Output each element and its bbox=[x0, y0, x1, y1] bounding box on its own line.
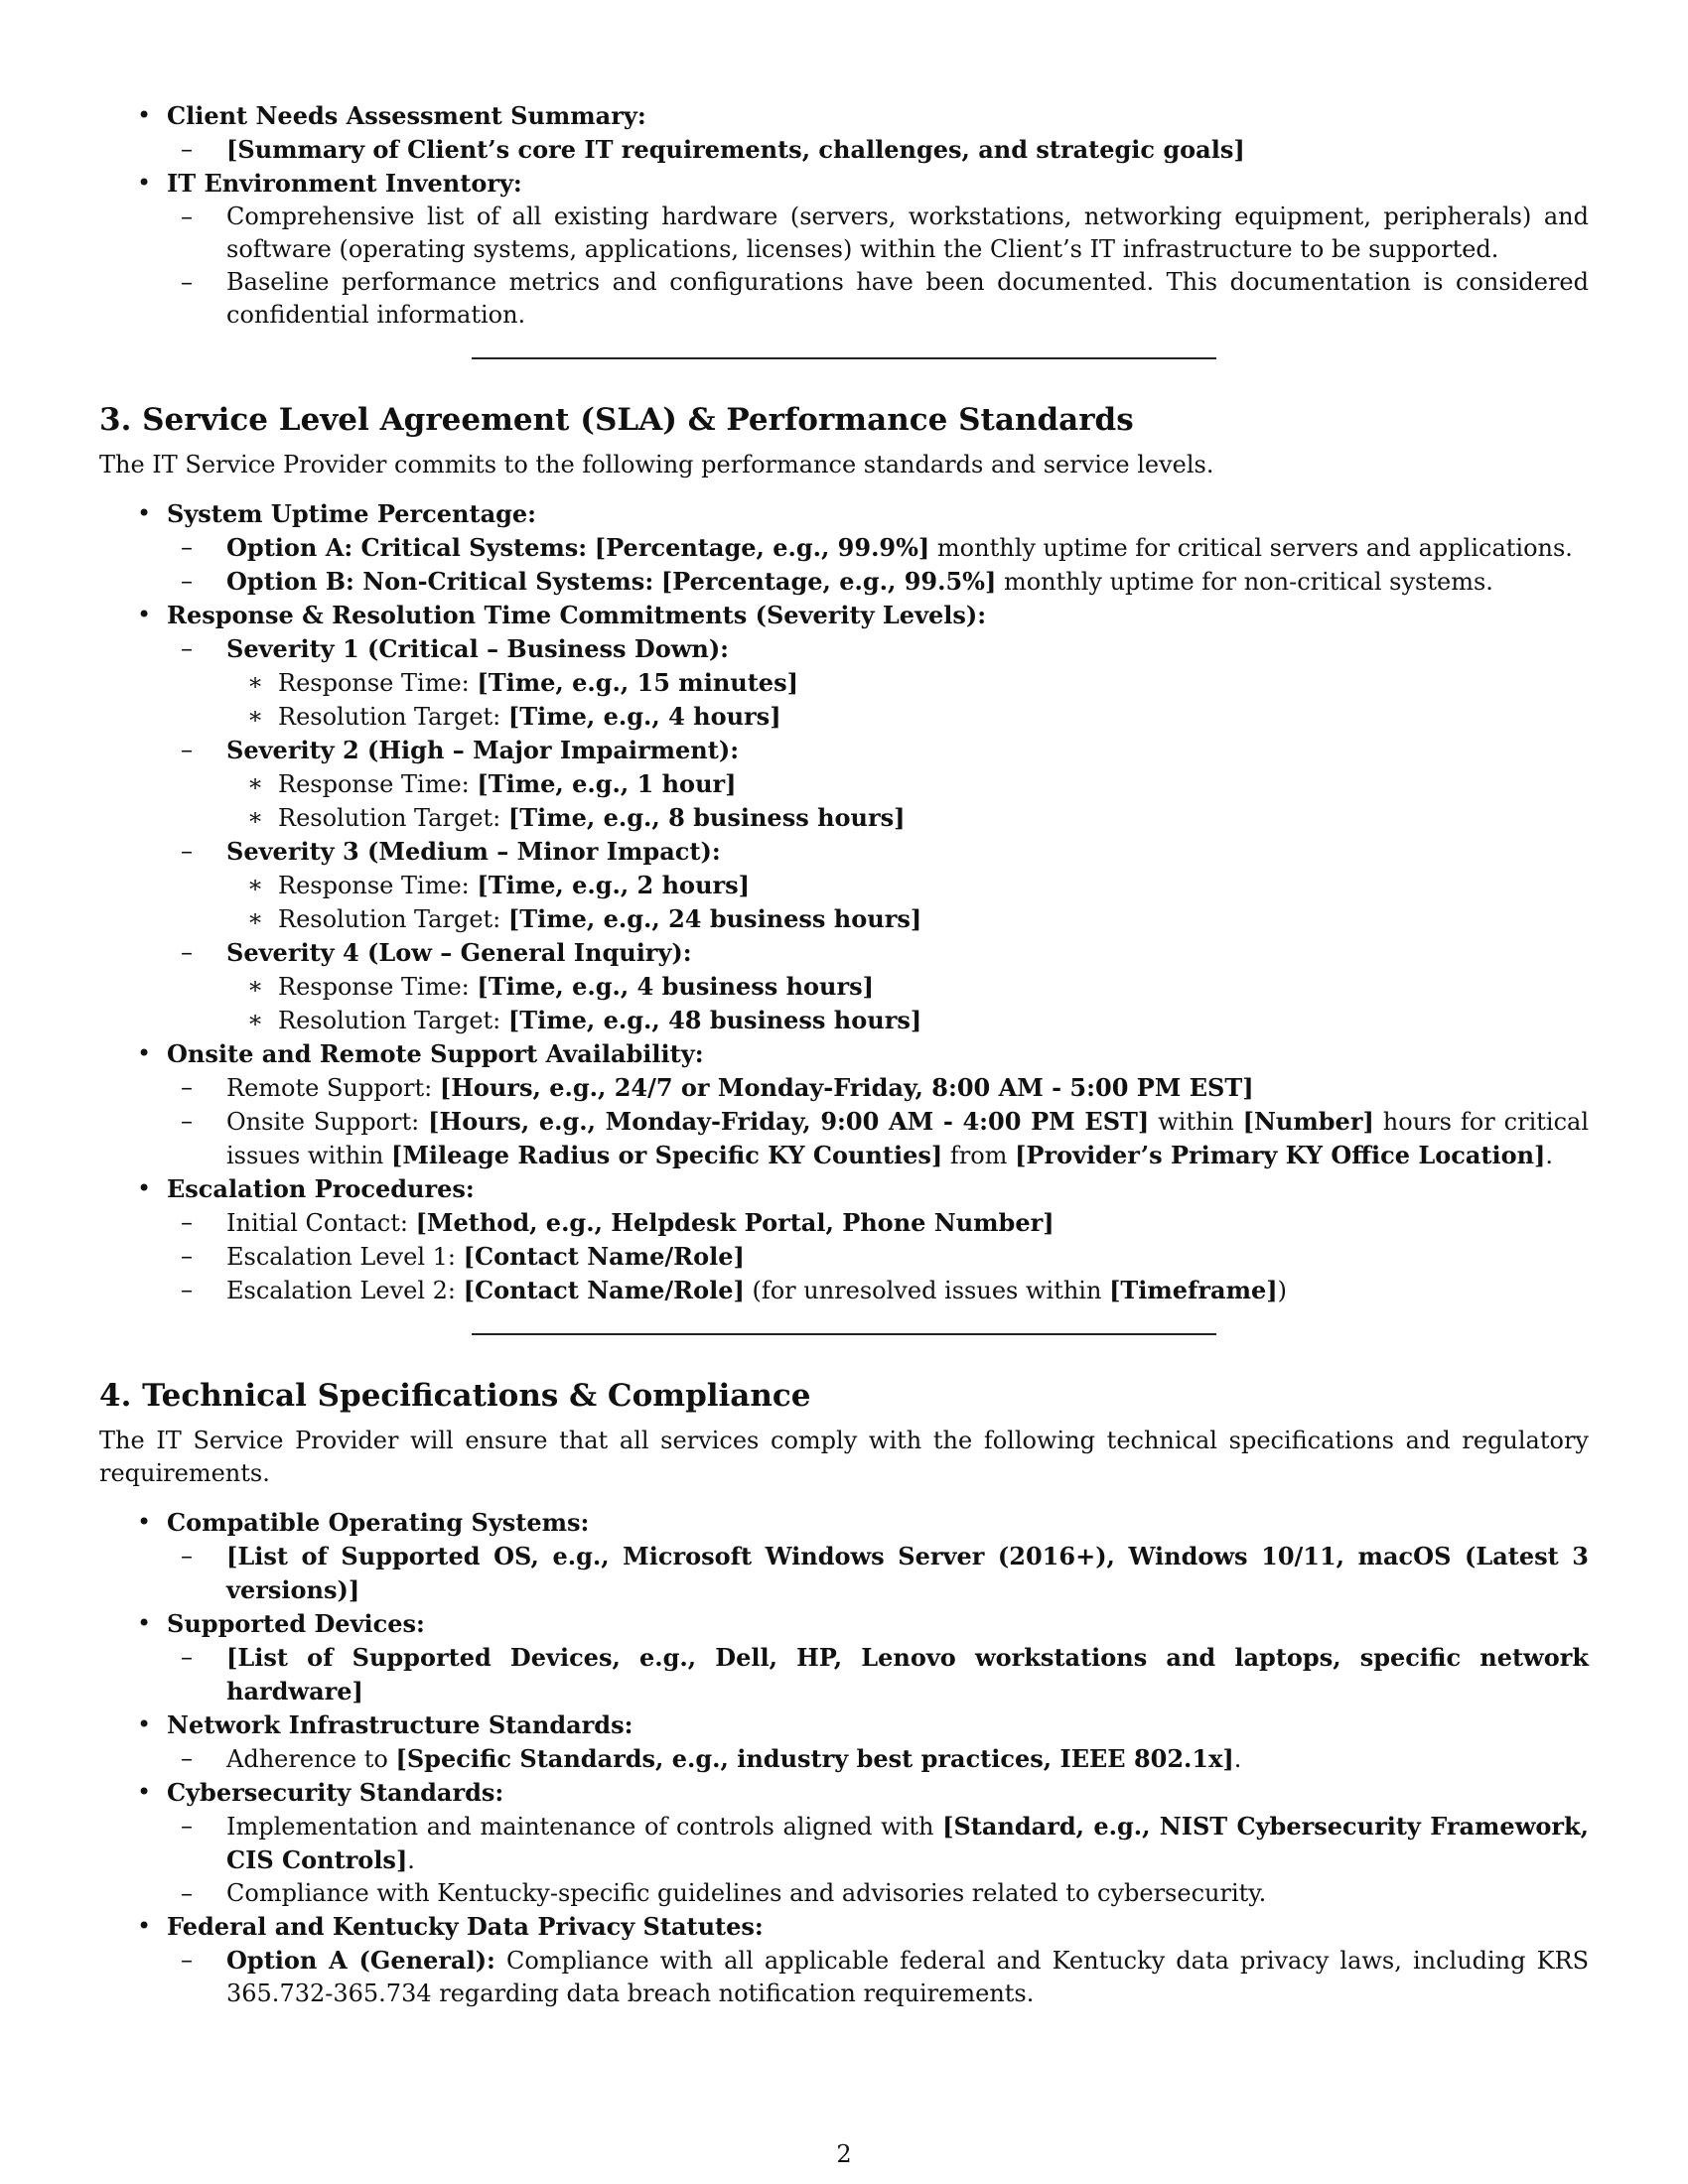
list-item bbox=[167, 1742, 1589, 1776]
item-prefix: Initial Contact: bbox=[226, 1209, 416, 1237]
section4-list bbox=[99, 1506, 1589, 2010]
placeholder-text: [Time, e.g., 15 minutes] bbox=[477, 668, 798, 697]
dash-icon: – bbox=[181, 1643, 193, 1671]
item-prefix: Implementation and maintenance of controls aligned with bbox=[226, 1813, 943, 1841]
item-label: Supported Devices: bbox=[167, 1609, 425, 1638]
item-prefix: Adherence to bbox=[226, 1745, 396, 1773]
item-label: IT Environment Inventory: bbox=[167, 169, 522, 198]
section-intro: The IT Service Provider will ensure that all services comply with the following technical specifications and regulatory requirements. bbox=[99, 1427, 1589, 1487]
asterisk-icon: ∗ bbox=[246, 1006, 264, 1033]
dash-icon: – bbox=[181, 1879, 193, 1907]
list-item bbox=[99, 1776, 1589, 1910]
bullet-icon: • bbox=[137, 601, 152, 628]
item-prefix: Response Time: bbox=[278, 770, 478, 798]
placeholder-text: [List of Supported OS, e.g., Microsoft Windows Server (2016+), Windows 10/11, macOS (Latest 3 versions)] bbox=[226, 1542, 1589, 1604]
list-item bbox=[99, 497, 1589, 599]
placeholder-text: [Time, e.g., 4 business hours] bbox=[477, 972, 874, 1001]
list-item bbox=[167, 734, 1589, 835]
item-prefix: Response Time: bbox=[278, 872, 478, 899]
list-item bbox=[167, 1641, 1589, 1708]
item-text: monthly uptime for non-critical systems. bbox=[996, 568, 1493, 596]
bullet-icon: • bbox=[137, 1174, 152, 1202]
dash-icon: – bbox=[181, 268, 193, 296]
bullet-icon: • bbox=[137, 1710, 152, 1738]
placeholder-text: [Timeframe] bbox=[1109, 1276, 1278, 1304]
placeholder-text: [Summary of Client’s core IT requirements, challenges, and strategic goals] bbox=[226, 135, 1245, 164]
placeholder-text: [Provider’s Primary KY Office Location] bbox=[1015, 1141, 1546, 1169]
list-item bbox=[226, 700, 1589, 734]
dash-icon: – bbox=[181, 135, 193, 163]
asterisk-icon: ∗ bbox=[246, 702, 264, 730]
placeholder-text: [Time, e.g., 8 business hours] bbox=[507, 803, 906, 832]
bullet-icon: • bbox=[137, 169, 152, 197]
placeholder-text: [Time, e.g., 1 hour] bbox=[477, 769, 737, 798]
list-item bbox=[99, 1607, 1589, 1708]
list-item bbox=[167, 133, 1589, 167]
item-label: Escalation Procedures: bbox=[167, 1174, 475, 1203]
section2-list bbox=[99, 99, 1589, 332]
placeholder-text: [Specific Standards, e.g., industry best practices, IEEE 802.1x] bbox=[395, 1744, 1234, 1773]
list-item bbox=[226, 1004, 1589, 1037]
placeholder-text: [Hours, e.g., 24/7 or Monday-Friday, 8:00 AM - 5:00 PM EST] bbox=[439, 1073, 1254, 1102]
list-item bbox=[167, 1206, 1589, 1240]
asterisk-icon: ∗ bbox=[246, 904, 264, 932]
placeholder-text: [Time, e.g., 2 hours] bbox=[477, 871, 751, 899]
dash-icon: – bbox=[181, 1208, 193, 1236]
placeholder-text: [Time, e.g., 24 business hours] bbox=[507, 904, 922, 933]
option-label: Option A (General): bbox=[226, 1946, 495, 1975]
dash-icon: – bbox=[181, 1946, 193, 1974]
item-prefix: Escalation Level 1: bbox=[226, 1243, 464, 1271]
list-item bbox=[226, 801, 1589, 835]
list-item bbox=[167, 1540, 1589, 1607]
page-number: 2 bbox=[836, 2140, 852, 2168]
bullet-icon: • bbox=[137, 1508, 152, 1536]
bullet-icon: • bbox=[137, 1778, 152, 1806]
section-title: 3. Service Level Agreement (SLA) & Performance Standards bbox=[99, 402, 1134, 438]
dash-icon: – bbox=[181, 567, 193, 595]
dash-icon: – bbox=[181, 736, 193, 763]
list-item bbox=[167, 632, 1589, 734]
placeholder-text: [Time, e.g., 48 business hours] bbox=[507, 1006, 922, 1034]
dash-icon: – bbox=[181, 1242, 193, 1270]
dash-icon: – bbox=[181, 1542, 193, 1570]
item-text: monthly uptime for critical servers and applications. bbox=[929, 534, 1573, 562]
list-item bbox=[167, 1877, 1589, 1910]
list-item bbox=[99, 167, 1589, 332]
item-label: Client Needs Assessment Summary: bbox=[167, 101, 646, 130]
list-item bbox=[167, 1810, 1589, 1877]
list-item bbox=[226, 902, 1589, 936]
list-item bbox=[99, 1172, 1589, 1307]
item-prefix: Resolution Target: bbox=[278, 1007, 508, 1034]
item-label: Federal and Kentucky Data Privacy Statutes: bbox=[167, 1912, 764, 1941]
document-page bbox=[99, 99, 1589, 2010]
dash-icon: – bbox=[181, 1276, 193, 1303]
dash-icon: – bbox=[181, 837, 193, 865]
bullet-icon: • bbox=[137, 499, 152, 527]
item-text: (for unresolved issues within bbox=[744, 1277, 1110, 1304]
severity-label: Severity 2 (High – Major Impairment): bbox=[226, 736, 740, 764]
bullet-icon: • bbox=[137, 1912, 152, 1940]
item-prefix: Onsite Support: bbox=[226, 1108, 429, 1136]
placeholder-text: [Method, e.g., Helpdesk Portal, Phone Number] bbox=[415, 1208, 1055, 1237]
placeholder-text: [Time, e.g., 4 hours] bbox=[507, 702, 781, 731]
dash-icon: – bbox=[181, 1073, 193, 1101]
dash-icon: – bbox=[181, 938, 193, 966]
list-item bbox=[99, 599, 1589, 1037]
list-item bbox=[167, 835, 1589, 936]
item-text: ) bbox=[1277, 1277, 1287, 1304]
item-text: from bbox=[942, 1142, 1016, 1169]
bullet-icon: • bbox=[137, 1039, 152, 1067]
list-item bbox=[167, 1240, 1589, 1274]
item-prefix: Response Time: bbox=[278, 973, 478, 1001]
option-label: Option A: Critical Systems: bbox=[226, 533, 588, 562]
item-label: Network Infrastructure Standards: bbox=[167, 1710, 633, 1739]
item-label: System Uptime Percentage: bbox=[167, 499, 537, 528]
item-text: . bbox=[1545, 1142, 1554, 1169]
severity-label: Severity 4 (Low – General Inquiry): bbox=[226, 938, 692, 967]
placeholder-text: [List of Supported Devices, e.g., Dell, HP, Lenovo workstations and laptops, specific network hardware] bbox=[226, 1643, 1589, 1706]
placeholder-text: [Contact Name/Role] bbox=[463, 1276, 745, 1304]
section-title: 4. Technical Specifications & Compliance bbox=[99, 1378, 811, 1414]
severity-label: Severity 1 (Critical – Business Down): bbox=[226, 634, 730, 663]
item-prefix: Resolution Target: bbox=[278, 804, 508, 832]
item-label: Cybersecurity Standards: bbox=[167, 1778, 504, 1807]
asterisk-icon: ∗ bbox=[246, 972, 264, 1000]
placeholder-text: [Mileage Radius or Specific KY Counties] bbox=[391, 1141, 943, 1169]
list-item bbox=[167, 936, 1589, 1037]
item-text: within bbox=[1149, 1108, 1243, 1136]
list-item bbox=[226, 666, 1589, 700]
list-item bbox=[226, 767, 1589, 801]
placeholder-text: [Percentage, e.g., 99.9%] bbox=[594, 533, 930, 562]
item-prefix: Remote Support: bbox=[226, 1074, 440, 1102]
dash-icon: – bbox=[181, 203, 193, 230]
dash-icon: – bbox=[181, 1107, 193, 1135]
list-item bbox=[226, 970, 1589, 1004]
item-text: Compliance with Kentucky-specific guidelines and advisories related to cybersecurity. bbox=[226, 1879, 1267, 1907]
list-item bbox=[99, 1708, 1589, 1776]
list-item bbox=[167, 201, 1589, 266]
placeholder-text: [Number] bbox=[1242, 1107, 1374, 1136]
item-label: Compatible Operating Systems: bbox=[167, 1508, 590, 1537]
list-item bbox=[99, 1037, 1589, 1172]
item-prefix: Resolution Target: bbox=[278, 905, 508, 933]
list-item bbox=[167, 531, 1589, 565]
list-item bbox=[167, 565, 1589, 599]
item-label: Onsite and Remote Support Availability: bbox=[167, 1039, 704, 1068]
item-text: hours for critical issues within bbox=[226, 1108, 1589, 1169]
section-intro: The IT Service Provider commits to the following performance standards and service levels. bbox=[99, 451, 1214, 478]
placeholder-text: [Standard, e.g., NIST Cybersecurity Framework, CIS Controls] bbox=[226, 1812, 1589, 1874]
list-item bbox=[99, 1910, 1589, 2010]
item-prefix: Resolution Target: bbox=[278, 703, 508, 731]
item-text: Comprehensive list of all existing hardware (servers, workstations, networking equipment, peripherals) and software (operating systems, applications, licenses) within the Client’s IT infrastructure to be supported. bbox=[226, 203, 1589, 263]
dash-icon: – bbox=[181, 1744, 193, 1772]
list-item bbox=[167, 1944, 1589, 2010]
asterisk-icon: ∗ bbox=[246, 871, 264, 898]
asterisk-icon: ∗ bbox=[246, 668, 264, 696]
asterisk-icon: ∗ bbox=[246, 803, 264, 831]
item-text: . bbox=[1233, 1745, 1242, 1773]
item-text: . bbox=[407, 1846, 415, 1874]
severity-label: Severity 3 (Medium – Minor Impact): bbox=[226, 837, 721, 866]
bullet-icon: • bbox=[137, 101, 152, 129]
bullet-icon: • bbox=[137, 1609, 152, 1637]
section3-list bbox=[99, 497, 1589, 1307]
list-item bbox=[167, 1274, 1589, 1307]
placeholder-text: [Hours, e.g., Monday-Friday, 9:00 AM - 4:00 PM EST] bbox=[428, 1107, 1150, 1136]
option-label: Option B: Non-Critical Systems: bbox=[226, 567, 654, 596]
item-prefix: Response Time: bbox=[278, 669, 478, 697]
list-item bbox=[167, 1105, 1589, 1172]
dash-icon: – bbox=[181, 1812, 193, 1840]
dash-icon: – bbox=[181, 533, 193, 561]
item-label: Response & Resolution Time Commitments (Severity Levels): bbox=[167, 601, 987, 629]
list-item bbox=[99, 99, 1589, 167]
asterisk-icon: ∗ bbox=[246, 769, 264, 797]
placeholder-text: [Percentage, e.g., 99.5%] bbox=[660, 567, 997, 596]
list-item bbox=[167, 1071, 1589, 1105]
list-item bbox=[226, 869, 1589, 902]
placeholder-text: [Contact Name/Role] bbox=[463, 1242, 745, 1271]
item-text: Compliance with all applicable federal and Kentucky data privacy laws, including KRS 365.732-365.734 regarding data breach notification requirements. bbox=[226, 1947, 1590, 2007]
dash-icon: – bbox=[181, 634, 193, 662]
item-text: Baseline performance metrics and configurations have been documented. This documentation is considered confidential information. bbox=[226, 268, 1589, 329]
list-item bbox=[167, 266, 1589, 332]
list-item bbox=[99, 1506, 1589, 1607]
item-prefix: Escalation Level 2: bbox=[226, 1277, 464, 1304]
